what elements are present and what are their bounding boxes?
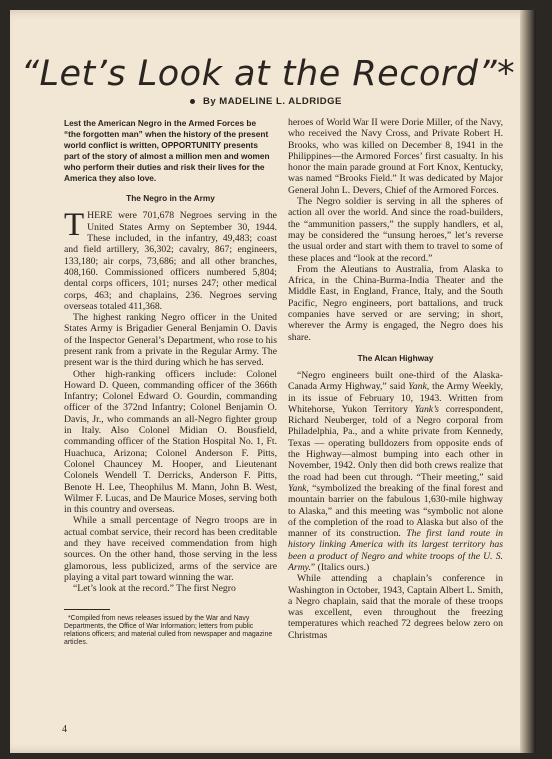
paragraph-text: HERE were 701,678 Negroes serving in the United States Army on September 30, 1944. These included, in the infantry, 49,483; coast and field artillery, 36,302; cavalry, 867; engineers, 133,180; air corps, 73,686; and all other branches, 408,160. Commissioned officers numbered 5,804; dental corps officers, 101; nurses 247; other medical corps, 463; and chaplains, 236. Negroes serving overseas totaled 411,368. bbox=[64, 210, 277, 312]
paragraph: The Negro soldier is serving in all the spheres of action all over the world. And since the road-builders, the “ammunition passers,” the supply handlers, et al, may be considered the “unsung heroes,” let’s reverse the usual order and start with them to travel to some of these places and “look at the record.” bbox=[288, 196, 503, 264]
italic-run: Yank’s bbox=[414, 403, 439, 415]
paragraph bbox=[64, 207, 277, 312]
byline-text: By MADELINE L. ALDRIDGE bbox=[203, 96, 342, 107]
paragraph: While a small percentage of Negro troops are in actual combat service, their record has been creditable and they have received commendation from high sources. On the other hand, those serving in the less glamorous, less publicized, arms of the service are playing a vital part toward winning the war. bbox=[64, 515, 277, 583]
text-run: , the Army Weekly, in its issue of February 10, 1943. Written from Whitehorse, Yukon Territory bbox=[288, 381, 503, 415]
paragraph bbox=[288, 370, 503, 573]
byline bbox=[190, 96, 342, 107]
intro-blurb: Lest the American Negro in the Armed Forces be “the forgotten man” when the history of the present world conflict is written, OPPORTUNITY presents part of the story of almost a million men and women who perform their duties and risk their lives for the America they also love. bbox=[64, 118, 270, 183]
left-column bbox=[64, 118, 277, 648]
footnote-rule bbox=[64, 609, 110, 610]
paragraph: While attending a chaplain’s conference in Washington in October, 1943, Captain Albert L. Smith, a Negro chaplain, said that the morale of these troops was excellent, even throughout the freezing temperatures which reached 72 degrees below zero on Christmas bbox=[288, 573, 503, 641]
section-heading-alcan: The Alcan Highway bbox=[357, 352, 434, 363]
right-column bbox=[288, 117, 503, 641]
section-heading-army: The Negro in the Army bbox=[126, 193, 215, 204]
text-run: , “symbolized the breaking of the final forest and mountain barrier on the fabulous 1,630-mile highway to Alaska,” and this meeting was “symbolic not alone of the completion of the road to Alaska but also of the manner of its construction. bbox=[288, 482, 503, 540]
footnote: *Compiled from news releases issued by the War and Navy Departments, the Office of War Information; letters from public relations officers; and material culled from newspaper and magazine articles. bbox=[64, 614, 273, 647]
paragraph: heroes of World War II were Dorie Miller, of the Navy, who received the Navy Cross, and Private Robert H. Brooks, who was killed on December 8, 1941 in the Philippines—the Armored Forces’ first casualty. In his honor the main parade ground at Fort Knox, Kentucky, was named “Brooks Field.” It was dedicated by Major General John L. Devers, Chief of the Armored Forces. bbox=[288, 117, 503, 196]
drop-cap: T bbox=[64, 207, 85, 244]
page-number: 4 bbox=[62, 724, 67, 735]
text-run: ” (Italics ours.) bbox=[310, 561, 370, 573]
paragraph: Other high-ranking officers include: Colonel Howard D. Queen, commanding officer of the 366th Infantry; Colonel Edward O. Gourdin, commanding officer of the 372nd Infantry; Colonel Benjamin O. Davis, Jr., who commands an all-Negro fighter group in Italy. Also Colonel Midian O. Bousfield, commanding officer of the Station Hospital No. 1, Ft. Huachuca, Arizona; Colonel Anderson F. Pitts, Colonel Chauncey M. Hooper, and Lieutenant Colonels Wendell T. Derricks, Anderson F. Pitts, Benote H. Lee, Theophilus M. Mann, John B. West, Wilmer F. Lucas, and De Maurice Moses, serving both in this country and overseas. bbox=[64, 368, 277, 516]
text-run: correspondent, Richard Neuberger, told of a Negro corporal from Philadelphia, Pa., and a white private from Kennedy, Texas — operating bulldozers from opposite ends of the Highway—almost bumping into each other in November, 1942. Only then did both crews realize that the road had been cut through. “Their meeting,” said bbox=[288, 403, 503, 483]
paragraph: From the Aleutians to Australia, from Alaska to Africa, in the China-Burma-India Theater and the Middle East, in England, France, Italy, and the South Pacific, Negro engineers, port battalions, and truck companies have served or are serving; in short, wherever the Army is engaged, the Negro does his share. bbox=[288, 263, 503, 343]
article-title: “Let’s Look at the Record”* bbox=[20, 54, 516, 94]
bullet-icon bbox=[190, 99, 195, 104]
italic-run: Yank bbox=[408, 381, 427, 393]
binding-shadow bbox=[520, 10, 536, 753]
italic-run: Yank bbox=[288, 482, 307, 494]
paragraph: The highest ranking Negro officer in the United States Army is Brigadier General Benjamin O. Davis of the Inspector General’s Department, who rose to his present rank from a private in the Regular Army. The present war is the third during which he has served. bbox=[64, 312, 277, 369]
text-run: “Negro engineers built one-third of the Alaska-Canada Army Highway,” said bbox=[288, 369, 503, 393]
italic-run: The first land route in history linking America with its largest territory has been a product of Negro and white troops of the U. S. Army. bbox=[288, 528, 503, 573]
paragraph: “Let’s look at the record.” The first Negro bbox=[73, 583, 236, 595]
